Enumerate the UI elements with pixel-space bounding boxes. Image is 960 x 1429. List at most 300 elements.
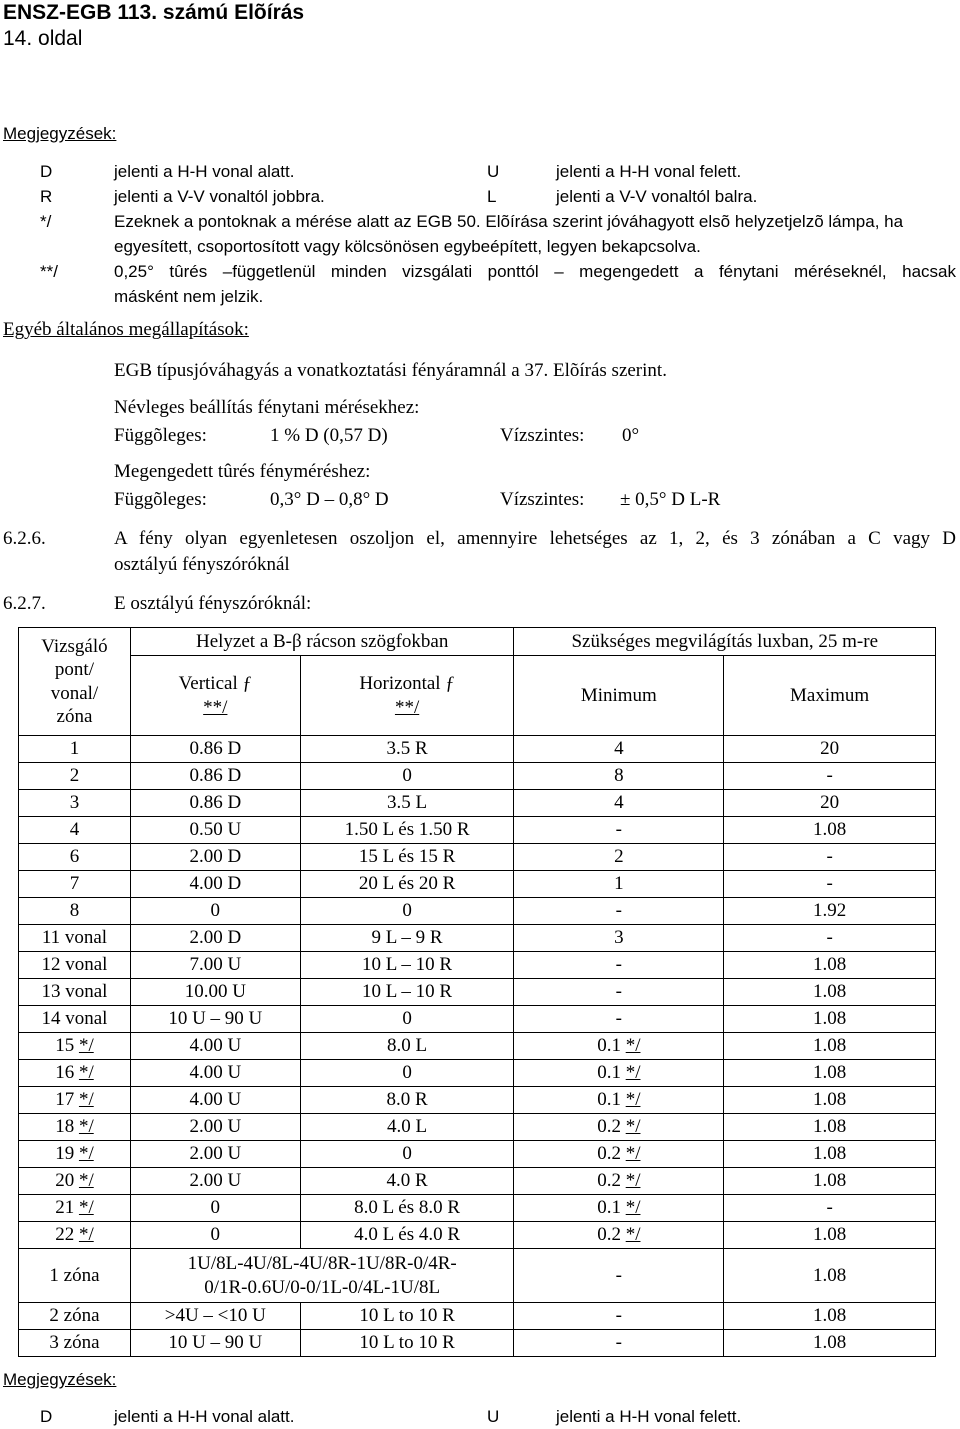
- tolerance-horizontal-value: ± 0,5° D L-R: [620, 489, 721, 510]
- cell-minimum-note: */: [625, 1143, 641, 1165]
- cell-point-value: 6: [69, 846, 80, 868]
- cell-minimum-value: 0.1: [597, 1062, 621, 1084]
- cell-maximum-value: -: [826, 1197, 833, 1219]
- cell-vertical-value: 2.00 D: [189, 927, 242, 949]
- cell-minimum: [514, 979, 724, 1006]
- nominal-setting-heading: Névleges beállítás fénytani mérésekhez:: [114, 397, 420, 418]
- cell-minimum-value: 0.2: [597, 1170, 621, 1192]
- illumination-table: [18, 627, 936, 1357]
- cell-minimum-note: */: [625, 1170, 641, 1192]
- cell-vertical-value: 2.00 U: [189, 1116, 242, 1138]
- section-6-2-7-text: E osztályú fényszóróknál:: [114, 593, 312, 614]
- cell-vertical-value: 4.00 D: [189, 873, 242, 895]
- section-6-2-7-number: 6.2.7.: [3, 593, 46, 614]
- table-row: [19, 817, 936, 844]
- cell-minimum: -: [514, 1303, 724, 1330]
- cell-minimum: [514, 1006, 724, 1033]
- tolerance-horizontal-label: Vízszintes:: [500, 489, 585, 510]
- cell-point-value: 19: [55, 1143, 75, 1165]
- table-row: [19, 736, 936, 763]
- table-row-zone-3: [19, 1330, 936, 1357]
- cell-maximum-value: 20: [820, 792, 840, 814]
- table-row: [19, 1222, 936, 1249]
- document-title: ENSZ-EGB 113. számú Elõírás: [3, 1, 305, 24]
- note-text-u: jelenti a H-H vonal felett.: [556, 162, 742, 181]
- cell-horizontal-value: 0: [402, 1062, 412, 1084]
- cell-vertical: [130, 763, 300, 790]
- cell-vertical: [130, 952, 300, 979]
- cell-point: [19, 1060, 131, 1087]
- cell-point-value: 8: [69, 900, 80, 922]
- cell-minimum-value: -: [615, 819, 622, 841]
- cell-horizontal: [300, 979, 514, 1006]
- cell-minimum-value: 0.1: [597, 1089, 621, 1111]
- cell-minimum: [514, 1222, 724, 1249]
- cell-horizontal: [300, 790, 514, 817]
- cell-horizontal-value: 0: [402, 900, 412, 922]
- section-6-2-6-text-line1: A fény olyan egyenletesen oszoljon el, amennyire lehetséges az 1, 2, és 3 zónában a C vagy D: [114, 528, 956, 549]
- cell-vertical: [130, 1222, 300, 1249]
- cell-horizontal-value: 8.0 L és 8.0 R: [354, 1197, 461, 1219]
- cell-horizontal: [300, 1114, 514, 1141]
- cell-horizontal: [300, 1141, 514, 1168]
- table-row: [19, 1033, 936, 1060]
- cell-minimum: [514, 736, 724, 763]
- cell-vertical: [130, 871, 300, 898]
- cell-minimum: [514, 1033, 724, 1060]
- cell-point-note: */: [78, 1116, 94, 1138]
- cell-horizontal: [300, 952, 514, 979]
- cell-maximum-value: 1.08: [812, 1170, 847, 1192]
- tolerance-vertical-label: Függõleges:: [114, 489, 207, 510]
- table-row: [19, 790, 936, 817]
- cell-maximum-value: -: [826, 765, 833, 787]
- header-position: Helyzet a B-β rácson szögfokban: [130, 628, 514, 656]
- cell-horizontal-value: 8.0 R: [386, 1089, 428, 1111]
- notes-bottom-heading: Megjegyzések:: [3, 1370, 117, 1389]
- cell-maximum: [724, 952, 936, 979]
- cell-horizontal: [300, 1033, 514, 1060]
- note-text-double-star-line1: 0,25° tûrés –függetlenül minden vizsgálati ponttól – megengedett a fénytani méréseknél, hacsak: [114, 262, 956, 281]
- header-test-point-line3: vonal/: [50, 682, 99, 704]
- cell-maximum-value: 1.08: [812, 1143, 847, 1165]
- cell-maximum-value: 20: [820, 738, 840, 760]
- cell-horizontal: [300, 1060, 514, 1087]
- cell-horizontal-value: 3.5 L: [387, 792, 428, 814]
- cell-maximum: 1.08: [724, 1330, 936, 1357]
- note-code-d: D: [40, 162, 53, 181]
- cell-vertical: [130, 979, 300, 1006]
- cell-point: 2 zóna: [19, 1303, 131, 1330]
- cell-point-note: */: [78, 1170, 94, 1192]
- cell-point: [19, 1195, 131, 1222]
- table-body: [19, 736, 936, 1249]
- cell-maximum: [724, 979, 936, 1006]
- cell-maximum: [724, 817, 936, 844]
- cell-point-value: 17: [55, 1089, 75, 1111]
- cell-horizontal-value: 0: [402, 1143, 412, 1165]
- table-row: [19, 979, 936, 1006]
- cell-minimum-note: */: [625, 1197, 641, 1219]
- cell-horizontal-value: 0: [402, 765, 412, 787]
- table-row: [19, 1195, 936, 1222]
- cell-point-value: 2: [69, 765, 80, 787]
- cell-minimum-note: */: [625, 1062, 641, 1084]
- cell-vertical: [130, 925, 300, 952]
- cell-point: [19, 817, 131, 844]
- cell-vertical: 10 U – 90 U: [130, 1330, 300, 1357]
- cell-horizontal: [300, 1222, 514, 1249]
- header-test-point-line1: Vizsgáló: [41, 636, 108, 658]
- cell-horizontal-value: 4.0 L és 4.0 R: [354, 1224, 461, 1246]
- cell-vertical-value: 2.00 U: [189, 1170, 242, 1192]
- header-vertical: [130, 656, 300, 736]
- cell-vertical-value: 2.00 D: [189, 846, 242, 868]
- tolerance-vertical-value: 0,3° D – 0,8° D: [270, 489, 389, 510]
- nominal-horizontal-label: Vízszintes:: [500, 425, 585, 446]
- cell-maximum-value: 1.08: [812, 1089, 847, 1111]
- cell-horizontal: 10 L to 10 R: [300, 1303, 514, 1330]
- table-row: [19, 1060, 936, 1087]
- note-code-star: */: [40, 212, 52, 231]
- cell-maximum: [724, 844, 936, 871]
- cell-vertical: [130, 1060, 300, 1087]
- cell-maximum-value: -: [826, 873, 833, 895]
- table-row: [19, 925, 936, 952]
- cell-maximum: [724, 1168, 936, 1195]
- cell-horizontal: [300, 763, 514, 790]
- cell-maximum: [724, 898, 936, 925]
- cell-point: [19, 1033, 131, 1060]
- cell-maximum: [724, 1195, 936, 1222]
- cell-vertical-value: 7.00 U: [189, 954, 242, 976]
- table-row-zone-2: [19, 1303, 936, 1330]
- cell-horizontal: [300, 1006, 514, 1033]
- note-text-l: jelenti a V-V vonaltól balra.: [556, 187, 758, 206]
- cell-maximum: 1.08: [724, 1303, 936, 1330]
- cell-point: [19, 1141, 131, 1168]
- cell-maximum: [724, 1033, 936, 1060]
- cell-point: [19, 844, 131, 871]
- nominal-vertical-value: 1 % D (0,57 D): [270, 425, 388, 446]
- cell-vertical-value: 10 U – 90 U: [168, 1008, 263, 1030]
- cell-point-note: */: [78, 1035, 94, 1057]
- cell-minimum-value: -: [615, 1008, 622, 1030]
- notes-bottom-text-d: jelenti a H-H vonal alatt.: [114, 1407, 295, 1426]
- cell-point-note: */: [78, 1197, 94, 1219]
- table-row: [19, 1168, 936, 1195]
- cell-minimum-value: -: [615, 954, 622, 976]
- cell-vertical: [130, 817, 300, 844]
- cell-vertical-value: 0.86 D: [189, 792, 242, 814]
- cell-minimum-value: -: [615, 981, 622, 1003]
- cell-maximum-value: -: [826, 927, 833, 949]
- header-horizontal-note: **/: [394, 696, 420, 718]
- cell-vertical: [130, 1141, 300, 1168]
- cell-minimum-value: 0.2: [597, 1224, 621, 1246]
- header-test-point: [19, 628, 131, 736]
- cell-minimum-note: */: [625, 1035, 641, 1057]
- cell-vertical-value: 0.86 D: [189, 738, 242, 760]
- cell-maximum: [724, 763, 936, 790]
- cell-horizontal: [300, 817, 514, 844]
- header-minimum: Minimum: [514, 656, 724, 736]
- cell-vertical: [130, 1114, 300, 1141]
- cell-point: [19, 1222, 131, 1249]
- cell-point: [19, 790, 131, 817]
- cell-point: [19, 1114, 131, 1141]
- cell-point-value: 1: [69, 738, 80, 760]
- cell-minimum-value: 2: [614, 846, 624, 868]
- cell-maximum-value: 1.92: [812, 900, 847, 922]
- header-horizontal: [300, 656, 514, 736]
- cell-horizontal-value: 1.50 L és 1.50 R: [344, 819, 470, 841]
- cell-vertical-value: 10.00 U: [184, 981, 246, 1003]
- cell-minimum: -: [514, 1330, 724, 1357]
- cell-maximum: [724, 871, 936, 898]
- cell-point: [19, 952, 131, 979]
- nominal-horizontal-value: 0°: [622, 425, 640, 446]
- cell-point-value: 21: [55, 1197, 75, 1219]
- cell-minimum-value: 0.2: [597, 1116, 621, 1138]
- header-test-point-line2: pont/: [54, 659, 94, 681]
- cell-point-value: 13 vonal: [41, 981, 108, 1003]
- cell-point: 3 zóna: [19, 1330, 131, 1357]
- cell-point: [19, 871, 131, 898]
- cell-minimum: [514, 952, 724, 979]
- cell-minimum: [514, 898, 724, 925]
- cell-minimum-value: 0.1: [597, 1197, 621, 1219]
- cell-minimum-value: 1: [614, 873, 624, 895]
- cell-vertical: [130, 844, 300, 871]
- note-code-r: R: [40, 187, 53, 206]
- cell-horizontal-value: 10 L – 10 R: [362, 954, 453, 976]
- cell-vertical: [130, 1195, 300, 1222]
- cell-horizontal: [300, 925, 514, 952]
- table-row-zone-1: [19, 1249, 936, 1303]
- cell-zone-1-position: [130, 1249, 514, 1303]
- notes-heading: Megjegyzések:: [3, 124, 117, 143]
- cell-horizontal-value: 3.5 R: [386, 738, 428, 760]
- cell-horizontal: [300, 1087, 514, 1114]
- cell-maximum: 1.08: [724, 1249, 936, 1303]
- cell-minimum: [514, 925, 724, 952]
- cell-point-value: 22: [55, 1224, 75, 1246]
- cell-maximum: [724, 1222, 936, 1249]
- cell-maximum-value: 1.08: [812, 1035, 847, 1057]
- cell-vertical: [130, 1087, 300, 1114]
- cell-zone-1-position-line2: 0/1R-0.6U/0-0/1L-0/4L-1U/8L: [204, 1276, 441, 1298]
- cell-point: [19, 736, 131, 763]
- cell-maximum-value: 1.08: [812, 1116, 847, 1138]
- cell-maximum: [724, 1114, 936, 1141]
- cell-point-value: 7: [69, 873, 80, 895]
- nominal-vertical-label: Függõleges:: [114, 425, 207, 446]
- note-text-star-line2: egyesített, csoportosított vagy kölcsönösen egybeépített, legyen bekapcsolva.: [114, 237, 701, 256]
- cell-point: [19, 1087, 131, 1114]
- note-text-r: jelenti a V-V vonaltól jobbra.: [114, 187, 325, 206]
- cell-vertical: [130, 1006, 300, 1033]
- cell-minimum: [514, 1141, 724, 1168]
- cell-maximum: [724, 736, 936, 763]
- cell-point-value: 14 vonal: [41, 1008, 108, 1030]
- egb-approval-text: EGB típusjóváhagyás a vonatkoztatási fényáramnál a 37. Elõírás szerint.: [114, 360, 667, 381]
- cell-horizontal: [300, 844, 514, 871]
- cell-maximum: [724, 1060, 936, 1087]
- cell-minimum-value: 8: [614, 765, 624, 787]
- cell-point: 1 zóna: [19, 1249, 131, 1303]
- cell-horizontal: [300, 736, 514, 763]
- cell-minimum-value: 4: [614, 792, 624, 814]
- cell-vertical: [130, 736, 300, 763]
- cell-point: [19, 1168, 131, 1195]
- notes-bottom-code-u: U: [487, 1407, 500, 1426]
- note-text-star-line1: Ezeknek a pontoknak a mérése alatt az EGB 50. Elõírása szerint jóváhagyott elsõ helyzetjelzõ lámpa, ha: [114, 212, 904, 231]
- cell-horizontal: [300, 1168, 514, 1195]
- cell-vertical-value: 0.50 U: [189, 819, 242, 841]
- header-horizontal-label: Horizontal ƒ: [359, 673, 455, 695]
- header-maximum: Maximum: [724, 656, 936, 736]
- cell-minimum-note: */: [625, 1116, 641, 1138]
- cell-maximum-value: 1.08: [812, 819, 847, 841]
- cell-point-value: 18: [55, 1116, 75, 1138]
- header-vertical-note: **/: [203, 696, 228, 718]
- cell-vertical: [130, 790, 300, 817]
- cell-horizontal: [300, 898, 514, 925]
- notes-bottom-code-d: D: [40, 1407, 53, 1426]
- cell-vertical-value: 0: [210, 1224, 221, 1246]
- table-row: [19, 1114, 936, 1141]
- cell-point-note: */: [78, 1062, 94, 1084]
- cell-point: [19, 979, 131, 1006]
- cell-horizontal-value: 4.0 L: [387, 1116, 428, 1138]
- cell-horizontal-value: 15 L és 15 R: [358, 846, 456, 868]
- cell-maximum: [724, 925, 936, 952]
- table-row: [19, 844, 936, 871]
- cell-minimum-note: */: [625, 1224, 641, 1246]
- cell-minimum: -: [514, 1249, 724, 1303]
- table-row: [19, 1087, 936, 1114]
- cell-minimum: [514, 1114, 724, 1141]
- note-text-d: jelenti a H-H vonal alatt.: [114, 162, 295, 181]
- table-row: [19, 1006, 936, 1033]
- table-row: [19, 1141, 936, 1168]
- section-6-2-6-text-line2: osztályú fényszóróknál: [114, 554, 290, 575]
- cell-point-note: */: [78, 1224, 94, 1246]
- cell-horizontal-value: 20 L és 20 R: [358, 873, 456, 895]
- header-required-illumination: Szükséges megvilágítás luxban, 25 m-re: [514, 628, 936, 656]
- cell-minimum: [514, 1168, 724, 1195]
- cell-vertical-value: 0: [210, 900, 221, 922]
- cell-minimum-value: 0.1: [597, 1035, 621, 1057]
- cell-maximum: [724, 1141, 936, 1168]
- cell-maximum-value: 1.08: [812, 981, 847, 1003]
- cell-minimum: [514, 871, 724, 898]
- note-code-l: L: [487, 187, 497, 206]
- note-code-u: U: [487, 162, 500, 181]
- cell-maximum: [724, 1006, 936, 1033]
- cell-horizontal: 10 L to 10 R: [300, 1330, 514, 1357]
- cell-minimum: [514, 790, 724, 817]
- cell-minimum-value: 3: [614, 927, 624, 949]
- cell-minimum: [514, 1087, 724, 1114]
- cell-minimum: [514, 1060, 724, 1087]
- cell-point: [19, 925, 131, 952]
- cell-point: [19, 763, 131, 790]
- cell-minimum: [514, 1195, 724, 1222]
- header-test-point-line4: zóna: [56, 705, 93, 727]
- page-number: 14. oldal: [3, 27, 83, 50]
- cell-vertical-value: 4.00 U: [189, 1062, 242, 1084]
- note-text-double-star-line2: másként nem jelzik.: [114, 287, 264, 306]
- note-code-double-star: **/: [40, 262, 58, 281]
- cell-point: [19, 1006, 131, 1033]
- cell-point-note: */: [78, 1143, 94, 1165]
- cell-vertical: >4U – <10 U: [130, 1303, 300, 1330]
- table-row: [19, 952, 936, 979]
- cell-point-value: 16: [55, 1062, 75, 1084]
- cell-horizontal-value: 9 L – 9 R: [371, 927, 443, 949]
- cell-minimum-value: -: [615, 900, 622, 922]
- tolerance-heading: Megengedett tûrés fényméréshez:: [114, 461, 371, 482]
- cell-zone-1-position-line1: 1U/8L-4U/8L-4U/8R-1U/8R-0/4R-: [187, 1253, 457, 1275]
- cell-horizontal-value: 8.0 L: [387, 1035, 428, 1057]
- cell-maximum: [724, 790, 936, 817]
- cell-point-note: */: [78, 1089, 94, 1111]
- table-row: [19, 763, 936, 790]
- cell-point-value: 11 vonal: [41, 927, 108, 949]
- cell-minimum: [514, 763, 724, 790]
- section-6-2-6-number: 6.2.6.: [3, 528, 46, 549]
- cell-point-value: 20: [55, 1170, 75, 1192]
- cell-vertical-value: 0: [210, 1197, 221, 1219]
- cell-maximum-value: 1.08: [812, 954, 847, 976]
- cell-horizontal: [300, 1195, 514, 1222]
- cell-maximum-value: -: [826, 846, 833, 868]
- cell-horizontal-value: 4.0 R: [386, 1170, 428, 1192]
- cell-horizontal-value: 10 L – 10 R: [362, 981, 453, 1003]
- cell-vertical-value: 4.00 U: [189, 1035, 242, 1057]
- cell-minimum-value: 0.2: [597, 1143, 621, 1165]
- cell-minimum-note: */: [625, 1089, 641, 1111]
- cell-vertical-value: 4.00 U: [189, 1089, 242, 1111]
- cell-point-value: 12 vonal: [41, 954, 108, 976]
- cell-vertical-value: 2.00 U: [189, 1143, 242, 1165]
- cell-vertical: [130, 1168, 300, 1195]
- cell-maximum-value: 1.08: [812, 1224, 847, 1246]
- header-vertical-label: Vertical ƒ: [178, 673, 252, 695]
- cell-minimum-value: 4: [614, 738, 624, 760]
- cell-vertical: [130, 898, 300, 925]
- cell-maximum: [724, 1087, 936, 1114]
- table-row: [19, 871, 936, 898]
- cell-point-value: 3: [69, 792, 80, 814]
- general-heading: Egyéb általános megállapítások:: [3, 319, 249, 340]
- cell-vertical-value: 0.86 D: [189, 765, 242, 787]
- cell-maximum-value: 1.08: [812, 1008, 847, 1030]
- cell-vertical: [130, 1033, 300, 1060]
- cell-point-value: 4: [69, 819, 80, 841]
- notes-bottom-text-u: jelenti a H-H vonal felett.: [556, 1407, 742, 1426]
- cell-point: [19, 898, 131, 925]
- cell-minimum: [514, 844, 724, 871]
- table-row: [19, 898, 936, 925]
- cell-point-value: 15: [55, 1035, 75, 1057]
- cell-maximum-value: 1.08: [812, 1062, 847, 1084]
- cell-horizontal: [300, 871, 514, 898]
- cell-horizontal-value: 0: [402, 1008, 412, 1030]
- cell-minimum: [514, 817, 724, 844]
